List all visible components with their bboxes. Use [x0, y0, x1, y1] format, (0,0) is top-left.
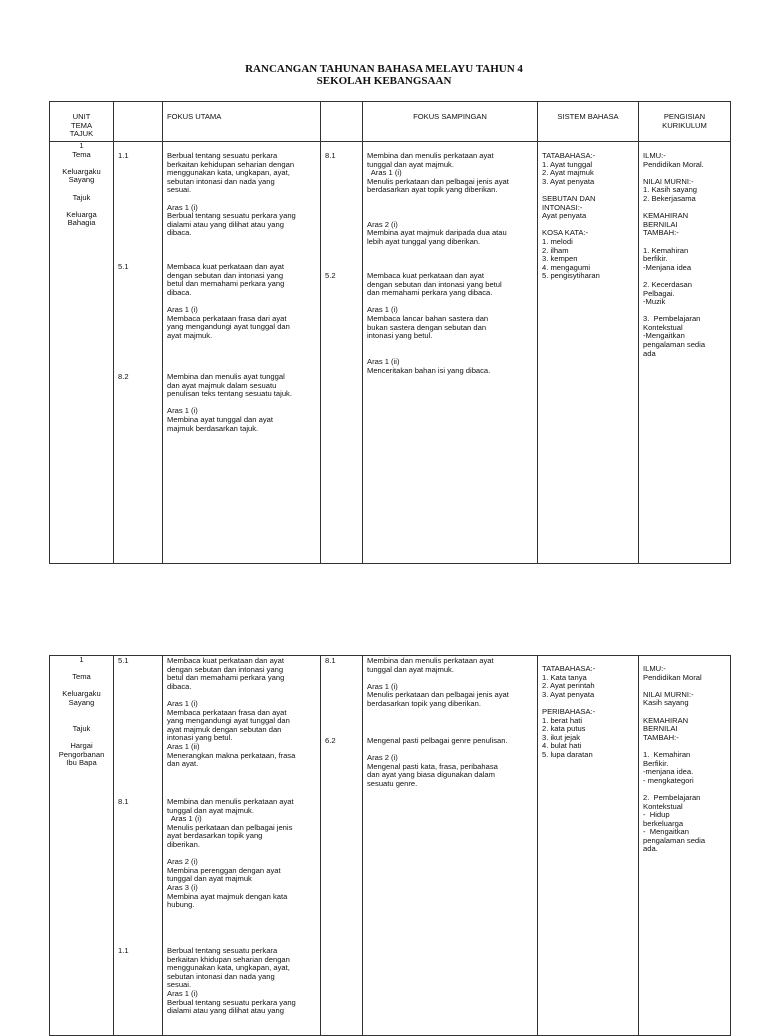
text-line: Aras 1 (i) [167, 304, 198, 314]
pengisian-kurikulum-cell [639, 656, 731, 1036]
text-line: Membaca kuat perkataan dan ayat [367, 271, 484, 280]
text-line: sesuai. [167, 185, 192, 195]
text-line: betul dan memahami perkara yang [167, 279, 285, 289]
text-line: sesuai. [167, 980, 192, 990]
text-line: Aras 1 (i) [167, 988, 198, 998]
text-line: KEMAHIRAN [643, 715, 689, 725]
pengisian-kurikulum-cell [639, 142, 731, 564]
text-line: Menceritakan bahan isi yang dibaca. [367, 365, 491, 375]
header-fokus-utama: FOKUS UTAMA [163, 102, 321, 142]
text-line: Berbual tentang sesuatu perkara [167, 946, 278, 955]
text-line: 1. Ayat tunggal [542, 159, 593, 169]
text-line: tunggal dan ayat majmuk. [367, 159, 454, 169]
text-line: Membina dan menulis ayat tunggal [167, 372, 285, 381]
text-line: TATABAHASA:- [542, 664, 596, 673]
text-line: SEBUTAN DAN [542, 193, 596, 203]
text-line [367, 204, 509, 213]
text-line: Aras 1 (i) [167, 202, 198, 212]
fokus-utama-block [167, 263, 290, 340]
text-line: dialami atau yang dilihat atau yang [167, 1006, 284, 1016]
text-line: Aras 1 (i) [367, 681, 398, 691]
text-line: menggunakan kata, ungkapan, ayat, [167, 963, 290, 973]
text-line: berdasarkan ayat topik yang diberikan. [367, 185, 498, 195]
text-line: Menulis perkataan dan pelbagai jenis ayat [367, 690, 509, 700]
text-line: pengalaman sedia [643, 835, 706, 845]
text-line: TEMA [70, 120, 93, 130]
text-line: Pendidikan Moral. [643, 159, 704, 169]
text-line: Aras 1 (i) [167, 406, 198, 416]
text-line: ayat majmuk dengan sebutan dan [167, 724, 282, 734]
text-line: Tajuk [72, 192, 91, 202]
unit-tema-tajuk-cell [50, 656, 114, 1036]
fokus-sampingan-block [367, 272, 502, 375]
text-line: PERIBAHASA:- [542, 706, 596, 716]
text-line: dibaca. [167, 228, 192, 238]
text-line: Membaca perkataan frasa dan ayat [167, 707, 287, 717]
table-header-row [50, 102, 731, 142]
text-line: Mengenal pasti kata, frasa, peribahasa [367, 761, 498, 771]
text-line: Hargai [70, 740, 93, 750]
text-line: Tema [72, 149, 91, 159]
fokus-sampingan-block [367, 152, 509, 247]
text-line: dan ayat yang biasa digunakan dalam [367, 770, 495, 780]
text-line: sesuatu genre. [367, 778, 418, 788]
text-line: 1. Kemahiran [643, 749, 691, 759]
text-line: -Muzik [643, 297, 666, 307]
text-line: ayat berdasarkan topik yang [167, 831, 263, 841]
text-line: yang mengandungi ayat tunggal dan [167, 322, 290, 332]
text-line: - Hidup [643, 810, 670, 820]
text-line: intonasi yang betul. [167, 733, 233, 743]
text-line: Aras 2 (i) [367, 753, 398, 763]
text-line: Aras 3 (i) [167, 882, 198, 892]
text-line: 1. melodi [542, 236, 573, 246]
text-line: ILMU:- [643, 151, 666, 160]
text-line: berdasarkan topik yang diberikan. [367, 698, 481, 708]
text-line: 2. Bekerjasama [643, 193, 696, 203]
code-label: 1.1 [118, 946, 129, 955]
text-line: 5. pengisytiharan [542, 271, 600, 281]
text-line: berkeluarga [643, 818, 684, 828]
text-line: 2. Pembelajaran [643, 792, 701, 802]
code-label: 5.2 [325, 271, 336, 280]
code-label: 8.1 [118, 797, 129, 806]
text-line: 1. Kasih sayang [643, 185, 698, 195]
text-line: TATABAHASA:- [542, 151, 596, 160]
text-line: Membaca perkataan frasa dari ayat [167, 313, 287, 323]
fokus-sampingan-codes [321, 142, 363, 564]
text-line: Berbual tentang sesuatu perkara yang [167, 211, 296, 221]
text-line: TAMBAH:- [643, 228, 679, 238]
text-line: 2. Ayat majmuk [542, 168, 594, 178]
text-line: lebih ayat tunggal yang diberikan. [367, 236, 481, 246]
table-row [50, 142, 731, 564]
text-line: Membina ayat majmuk dengan kata [167, 891, 288, 901]
fokus-utama-codes [114, 656, 163, 1036]
text-line: NILAI MURNI:- [643, 689, 694, 699]
code-label: 8.1 [325, 151, 336, 160]
text-line: Membina dan menulis perkataan ayat [367, 151, 494, 160]
text-line: Tajuk [72, 723, 91, 733]
text-line: - Mengaitkan [643, 827, 690, 837]
text-line: KOSA KATA:- [542, 228, 589, 238]
text-line: 2. kata putus [542, 724, 586, 734]
header-unit-lines [50, 113, 113, 139]
text-line: KEMAHIRAN [643, 211, 689, 221]
code-label: 5.1 [118, 262, 129, 271]
fokus-utama-block [167, 373, 292, 433]
text-line: pengalaman sedia [643, 340, 706, 350]
unit-tema-tajuk [50, 142, 113, 228]
text-line: Keluargaku [62, 689, 101, 699]
pengisian-kurikulum-list [643, 665, 730, 854]
text-line: -Mengaitkan [643, 331, 685, 341]
text-line: Membina ayat majmuk daripada dua atau [367, 228, 507, 238]
header-sistem-bahasa: SISTEM BAHASA [538, 102, 639, 142]
text-line: Membaca kuat perkataan dan ayat [167, 656, 284, 665]
text-line: INTONASI:- [542, 202, 583, 212]
text-line: Sayang [68, 697, 95, 707]
text-line: dengan sebutan dan intonasi yang betul [367, 279, 502, 289]
text-line: Menerangkan makna perkataan, frasa [167, 750, 296, 760]
text-line: 5. lupa daratan [542, 749, 593, 759]
text-line: Membaca lancar bahan sastera dan [367, 313, 489, 323]
text-line: Kontekstual [643, 322, 683, 332]
plan-table-2 [49, 655, 731, 1036]
fokus-sampingan-block [367, 657, 509, 709]
fokus-sampingan-block [367, 737, 508, 789]
text-line: dan ayat majmuk dalam sesuatu [167, 380, 277, 390]
fokus-utama-block [167, 798, 294, 910]
fokus-sampingan-cell [363, 656, 538, 1036]
text-line: Membaca kuat perkataan dan ayat [167, 262, 284, 271]
text-line: diberikan. [167, 839, 200, 849]
code-label: 1.1 [118, 151, 129, 160]
text-line: Ibu Bapa [66, 758, 97, 768]
text-line: dengan sebutan dan intonasi yang [167, 270, 284, 280]
text-line: 4. bulat hati [542, 741, 582, 751]
text-line: ada. [643, 844, 658, 854]
text-line: 3. Ayat penyata [542, 689, 595, 699]
text-line: Tema [72, 672, 91, 682]
text-line: dan ayat. [167, 759, 199, 769]
code-label: 6.2 [325, 736, 336, 745]
text-line: Pelbagai. [643, 288, 675, 298]
text-line: Ayat penyata [542, 211, 587, 221]
text-line: sebutan intonasi dan nada yang [167, 971, 275, 981]
text-line: dengan sebutan dan intonasi yang [167, 664, 284, 674]
text-line: menggunakan kata, ungkapan, ayat, [167, 168, 290, 178]
document-title: RANCANGAN TAHUNAN BAHASA MELAYU TAHUN 4 [245, 63, 523, 75]
text-line: 3. Ayat penyata [542, 176, 595, 186]
text-line: Membina perenggan dengan ayat [167, 865, 281, 875]
fokus-utama-codes [114, 142, 163, 564]
unit-tema-tajuk-cell [50, 142, 114, 564]
text-line: bukan sastera dengan sebutan dan [367, 322, 487, 332]
text-line: Mengenal pasti pelbagai genre penulisan. [367, 736, 508, 745]
text-line: NILAI MURNI:- [643, 176, 694, 186]
text-line: Membina dan menulis perkataan ayat [367, 656, 494, 665]
text-line: ILMU:- [643, 664, 666, 673]
text-line: 2. ilham [542, 245, 569, 255]
fokus-sampingan-cell [363, 142, 538, 564]
sistem-bahasa-list [542, 665, 638, 760]
unit-tema-tajuk [50, 656, 113, 768]
text-line: Berbual tentang sesuatu perkara yang [167, 997, 296, 1007]
header-fokus-sampingan: FOKUS SAMPINGAN [363, 102, 538, 142]
text-line: Aras 2 (i) [367, 219, 398, 229]
code-label: 8.2 [118, 372, 129, 381]
text-line: dibaca. [167, 287, 192, 297]
text-line: Pendidikan Moral [643, 672, 702, 682]
text-line: tunggal dan ayat majmuk [167, 874, 252, 884]
text-line: Berbual tentang sesuatu perkara [167, 151, 278, 160]
text-line: Sayang [68, 175, 95, 185]
text-line: tunggal dan ayat majmuk. [167, 805, 254, 815]
plan-table-1 [49, 101, 731, 564]
text-line: hubung. [167, 900, 195, 910]
text-line: berfikir. [643, 254, 668, 264]
text-line: 3. ikut jejak [542, 732, 580, 742]
text-line [367, 341, 502, 350]
fokus-utama-block [167, 152, 296, 238]
text-line [367, 195, 509, 204]
text-line: Aras 1 (ii) [367, 356, 400, 366]
text-line: dan memahami perkara yang dibaca. [367, 288, 493, 298]
text-line: Kasih sayang [643, 698, 689, 708]
text-line: Menulis perkataan dan pelbagai jenis ayat [367, 176, 509, 186]
code-label: 5.1 [118, 656, 129, 665]
text-line: Aras 1 (i) [367, 305, 398, 315]
fokus-utama-cell [163, 142, 321, 564]
fokus-utama-cell [163, 656, 321, 1036]
text-line: Aras 2 (i) [167, 857, 198, 867]
text-line: Bahagia [67, 218, 96, 228]
text-line: 1 [79, 655, 84, 664]
text-line: penulisan teks tentang sesuatu tajuk. [167, 389, 292, 399]
text-line: Aras 1 (i) [367, 168, 402, 178]
text-line: TAJUK [69, 129, 94, 139]
table-row [50, 656, 731, 1036]
text-line: -menjana idea. [643, 767, 694, 777]
text-line: KURIKULUM [662, 120, 707, 130]
fokus-utama-block [167, 657, 295, 769]
text-line: majmuk berdasarkan tajuk. [167, 423, 259, 433]
text-line: Keluarga [66, 209, 97, 219]
text-line: ayat majmuk. [167, 330, 213, 340]
text-line: Aras 1 (i) [167, 698, 198, 708]
text-line: dibaca. [167, 681, 192, 691]
text-line: UNIT [72, 112, 91, 121]
sistem-bahasa-cell [538, 656, 639, 1036]
text-line: yang mengandungi ayat tunggal dan [167, 716, 290, 726]
document-subtitle: SEKOLAH KEBANGSAAN [316, 75, 452, 87]
text-line: TAMBAH:- [643, 732, 679, 742]
text-line: sebutan intonasi dan nada yang [167, 176, 275, 186]
text-line: 1 [79, 141, 84, 150]
text-line: Pengorbanan [58, 749, 105, 759]
text-line: Berfikir. [643, 758, 669, 768]
text-line: intonasi yang betul. [367, 331, 433, 341]
code-label: 8.1 [325, 656, 336, 665]
text-line: BERNILAI [643, 724, 678, 734]
fokus-utama-block [167, 947, 296, 1016]
text-line: 1. berat hati [542, 715, 583, 725]
text-line: berkaitan kehidupan seharian dengan [167, 159, 295, 169]
text-line: dialami atau yang dilihat atau yang [167, 219, 284, 229]
text-line: 2. Kecerdasan [643, 279, 692, 289]
text-line: -Menjana idea [643, 262, 692, 272]
text-line: Membina ayat tunggal dan ayat [167, 414, 273, 424]
sistem-bahasa-cell [538, 142, 639, 564]
text-line: Aras 1 (ii) [167, 741, 200, 751]
sistem-bahasa-list [542, 152, 638, 281]
text-line: 3. Pembelajaran [643, 314, 701, 324]
header-unit [50, 102, 114, 142]
text-line: PENGISIAN [663, 112, 706, 121]
text-line: berkaitan khidupan seharian dengan [167, 954, 290, 964]
text-line: 1. Kata tanya [542, 672, 587, 682]
text-line: 2. Ayat perintah [542, 681, 595, 691]
text-line: - mengkategori [643, 775, 694, 785]
text-line: Kontekstual [643, 801, 683, 811]
text-line: 4. mengagumi [542, 262, 591, 272]
header-pengisian-lines [639, 113, 730, 130]
text-line: tunggal dan ayat majmuk. [367, 664, 454, 674]
text-line: betul dan memahami perkara yang [167, 673, 285, 683]
text-line: Menulis perkataan dan pelbagai jenis [167, 822, 293, 832]
text-line: 1. Kemahiran [643, 245, 689, 255]
text-line: Keluargaku [62, 166, 101, 176]
text-line: Aras 1 (i) [167, 814, 202, 824]
pengisian-kurikulum-list [643, 152, 730, 358]
header-pengisian-kurikulum [639, 102, 731, 142]
text-line: ada [643, 348, 656, 358]
fokus-sampingan-codes [321, 656, 363, 1036]
text-line: 3. kempen [542, 254, 578, 264]
text-line: BERNILAI [643, 219, 678, 229]
text-line: Membina dan menulis perkataan ayat [167, 797, 294, 806]
